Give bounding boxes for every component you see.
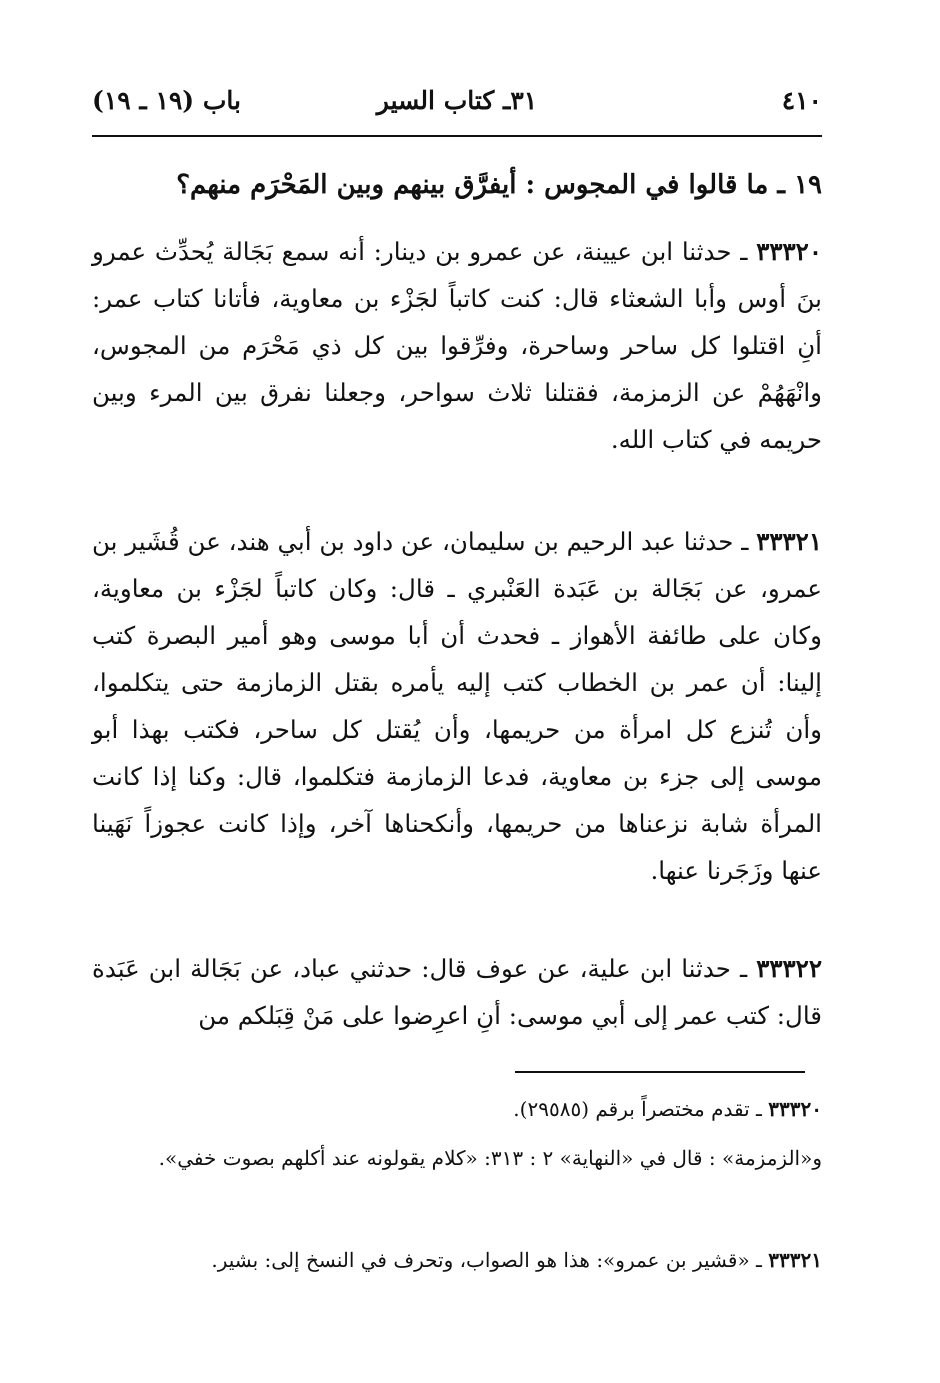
footnote-divider — [515, 1071, 805, 1073]
footnote — [92, 1087, 822, 1131]
hadith-text: ـ حدثنا عبد الرحيم بن سليمان، عن داود بن أبي هند، عن قُشَير بن عمرو، عن بَجَالة بن عَبَدة العَنْبري ـ قال: وكان كاتباً لجَزْء بن معاوية، وكان على طائفة الأهواز ـ فحدث أن أبا موسى وهو أمير البصرة كتب إلينا: أن عمر بن الخطاب كتب إليه يأمره بقتل الزمازمة حتى يتكلموا، وأن تُنزع كل امرأة من حريمها، وأن يُقتل كل ساحر، فكتب بهذا أبو موسى إلى جزء بن معاوية، فدعا الزمازمة فتكلموا، قال: وكنا إذا كانت المرأة شابة نزعناها من حريمها، وأنكحناها آخر، وإذا كانت عجوزاً نَهَينا عنها وزَجَرنا عنها. — [92, 527, 822, 885]
hadith-paragraph — [92, 228, 822, 463]
hadith-number: ٣٣٣٢٠ — [756, 237, 822, 266]
header-divider — [92, 135, 822, 137]
hadith-paragraph — [92, 518, 822, 894]
footnote-number: ٣٣٣٢٠ — [768, 1097, 822, 1121]
footnote — [92, 1136, 822, 1180]
hadith-text: ـ حدثنا ابن علية، عن عوف قال: حدثني عباد، عن بَجَالة ابن عَبَدة قال: كتب عمر إلى أبي موسى: أنِ اعرِضوا على مَنْ قِبَلكم من — [92, 954, 822, 1030]
page-header — [92, 86, 822, 130]
hadith-number: ٣٣٣٢١ — [756, 527, 822, 556]
footnote-text: ـ تقدم مختصراً برقم (٢٩٥٨٥). — [513, 1097, 769, 1121]
page-number: ٤١٠ — [781, 86, 822, 115]
chapter-range: باب (١٩ ـ ١٩) — [92, 86, 241, 115]
footnote-number: ٣٣٣٢١ — [768, 1248, 822, 1272]
footnote-text: و«الزمزمة» : قال في «النهاية» ٢ : ٣١٣: «كلام يقولونه عند أكلهم بصوت خفي». — [158, 1146, 822, 1170]
chapter-title: ١٩ ـ ما قالوا في المجوس : أيفرَّق بينهم وبين المَحْرَم منهم؟ — [176, 170, 822, 200]
hadith-number: ٣٣٣٢٢ — [756, 954, 822, 983]
footnote-text: ـ «قشير بن عمرو»: هذا هو الصواب، وتحرف في النسخ إلى: بشير. — [211, 1248, 769, 1272]
book-title: ٣١ـ كتاب السير — [376, 86, 538, 115]
footnote — [92, 1238, 822, 1282]
hadith-text: ـ حدثنا ابن عيينة، عن عمرو بن دينار: أنه سمع بَجَالة يُحدِّث عمرو بنَ أوس وأبا الشعثاء قال: كنت كاتباً لجَزْء بن معاوية، فأتانا كتاب عمر: أنِ اقتلوا كل ساحر وساحرة، وفرِّقوا بين كل ذي مَحْرَم من المجوس، وانْهَهُمْ عن الزمزمة، فقتلنا ثلاث سواحر، وجعلنا نفرق بين المرء وبين حريمه في كتاب الله. — [92, 237, 822, 454]
hadith-paragraph — [92, 945, 822, 1039]
